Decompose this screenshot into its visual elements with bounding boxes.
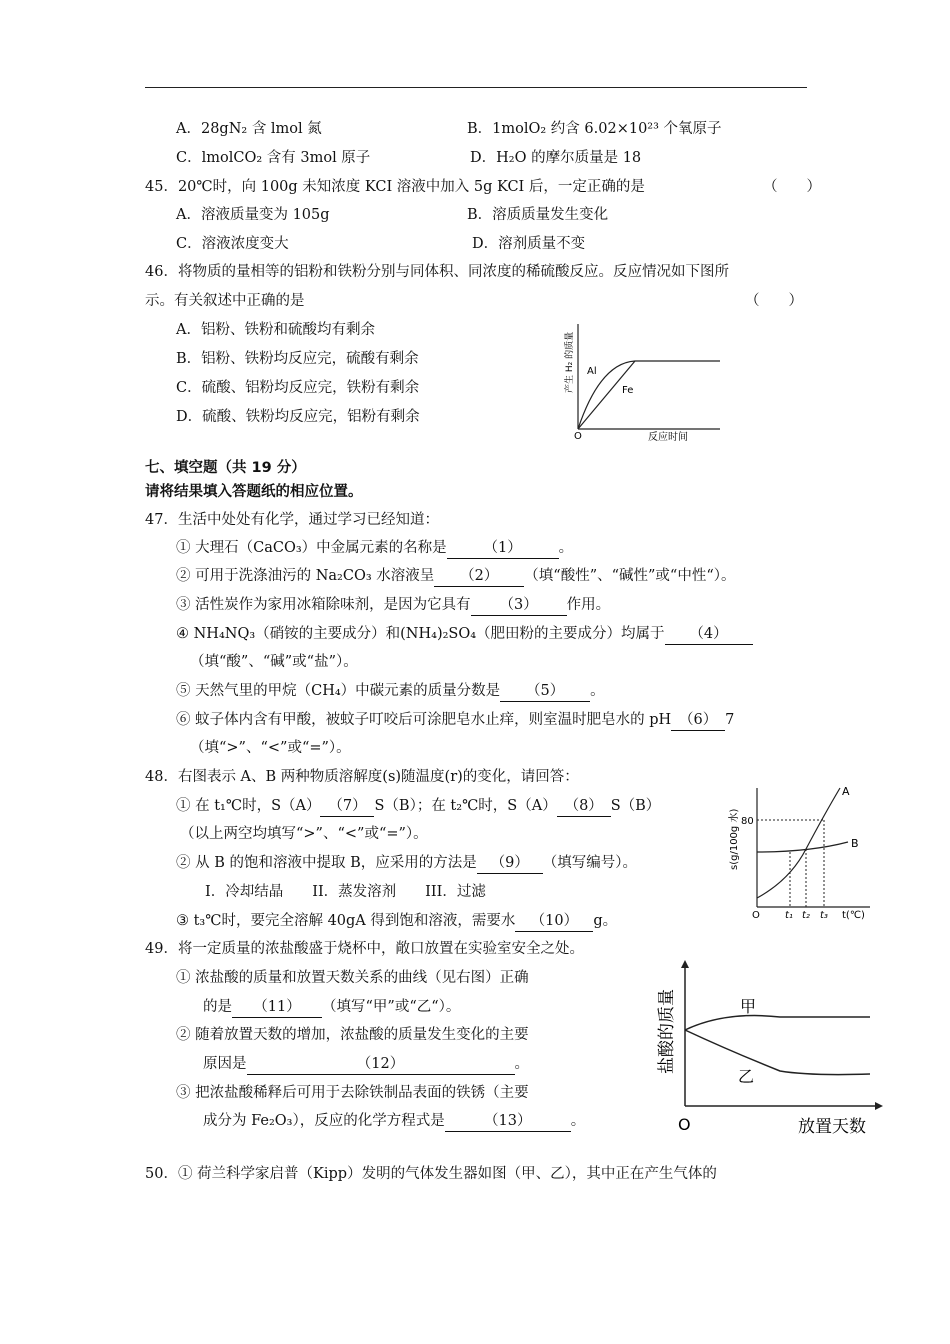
q49-item-3-line1: ③ 把浓盐酸稀释后可用于去除铁制品表面的铁锈（主要 bbox=[176, 1085, 529, 1101]
q48-y-axis-label: s(g/100g 水) bbox=[729, 808, 740, 870]
q47-item-2 bbox=[176, 566, 736, 587]
q44-option-c: C．lmolCO₂ 含有 3mol 原子 bbox=[176, 150, 371, 166]
q48-x-axis-label: t(℃) bbox=[842, 910, 865, 921]
q48-item-1-text-b: S（B）；在 t₂℃时，S（A） bbox=[374, 798, 557, 814]
q48-origin-label: O bbox=[752, 910, 760, 921]
q46-al-curve bbox=[578, 361, 720, 429]
q44-option-b: B．1molO₂ 约含 6.02×10²³ 个氧原子 bbox=[467, 121, 722, 137]
q47-item-1-end: 。 bbox=[558, 540, 574, 556]
answer-blank-6[interactable]: （6） bbox=[671, 710, 725, 731]
q48-item-2-end: （填写编号）。 bbox=[542, 855, 637, 871]
q47-item-6-text: ⑥ 蚊子体内含有甲酸，被蚊子叮咬后可涂肥皂水止痒，则室温时肥皂水的 pH bbox=[176, 712, 672, 728]
q49-curve-yi bbox=[685, 1030, 870, 1075]
q49-x-axis-label: 放置天数 bbox=[798, 1117, 866, 1137]
q44-option-d: D．H₂O 的摩尔质量是 18 bbox=[470, 150, 642, 166]
q46-option-d: D．硫酸、铁粉均反应完，铝粉有剩余 bbox=[176, 409, 420, 425]
q49-origin-label: O bbox=[678, 1115, 691, 1134]
q49-item-1-line1: ① 浓盐酸的质量和放置天数关系的曲线（见右图）正确 bbox=[176, 970, 529, 986]
q47-item-6 bbox=[176, 710, 734, 731]
q47-item-4-hint: （填“酸”、“碱”或“盐”）。 bbox=[190, 654, 358, 670]
q49-y-axis-label: 盐酸的质量 bbox=[657, 989, 677, 1074]
q46-option-c: C．硫酸、铝粉均反应完，铁粉有剩余 bbox=[176, 380, 420, 396]
q48-curve-b bbox=[757, 842, 848, 852]
q49-item-1-end: （填写“甲”或“乙“）。 bbox=[322, 999, 461, 1015]
q46-fe-label: Fe bbox=[622, 385, 634, 396]
q49-item-2-end: 。 bbox=[514, 1056, 529, 1072]
q46-origin-label: O bbox=[574, 431, 582, 442]
q46-al-label: Al bbox=[587, 366, 597, 377]
q45-answer-paren: （ ） bbox=[763, 179, 821, 195]
q48-x-tick-t3: t₃ bbox=[820, 910, 828, 921]
q48-item-1 bbox=[176, 796, 660, 817]
answer-blank-1[interactable]: （1） bbox=[447, 538, 559, 559]
q46-x-axis-label: 反应时间 bbox=[648, 432, 688, 443]
q46-stem-line1: 46．将物质的量相等的铝粉和铁粉分别与同体积、同浓度的稀硫酸反应。反应情况如下图所 bbox=[145, 264, 729, 280]
q44-option-a: A．28gN₂ 含 lmol 氮 bbox=[176, 121, 322, 137]
answer-blank-8[interactable]: （8） bbox=[557, 796, 611, 817]
q45-option-d: D．溶剂质量不变 bbox=[472, 236, 586, 252]
q47-item-1 bbox=[176, 538, 573, 559]
q47-item-3-end: 作用。 bbox=[566, 597, 611, 613]
q48-method-options: I．冷却结晶 II．蒸发溶剂 III．过滤 bbox=[205, 884, 486, 900]
q49-curve-jia bbox=[685, 1016, 870, 1030]
q48-item-3-text: ③ t₃℃时，要完全溶解 40gA 得到饱和溶液，需要水 bbox=[176, 913, 516, 929]
q47-item-4-text: ④ NH₄NQ₃（硝铵的主要成分）和(NH₄)₂SO₄（肥田粉的主要成分）均属于 bbox=[176, 626, 665, 642]
q48-item-3-end: g。 bbox=[593, 913, 618, 929]
q49-item-2-line2 bbox=[203, 1054, 529, 1075]
q47-stem: 47．生活中处处有化学，通过学习已经知道： bbox=[145, 512, 439, 528]
section-7-title: 七、填空题（共 19 分） bbox=[145, 460, 306, 476]
q49-curve-jia-label: 甲 bbox=[740, 997, 757, 1016]
answer-blank-7[interactable]: （7） bbox=[320, 796, 374, 817]
q47-item-5-text: ⑤ 天然气里的甲烷（CH₄）中碳元素的质量分数是 bbox=[176, 683, 501, 699]
q47-item-2-text: ② 可用于洗涤油污的 Na₂CO₃ 水溶液呈 bbox=[176, 568, 435, 584]
q48-x-tick-t1: t₁ bbox=[785, 910, 793, 921]
q47-item-6-end: 7 bbox=[725, 712, 735, 728]
q47-item-6-hint: （填“>”、“<”或“=”）。 bbox=[190, 740, 351, 756]
answer-blank-2[interactable]: （2） bbox=[434, 566, 524, 587]
q49-item-1-text: 的是 bbox=[203, 999, 232, 1015]
q47-item-2-end: （填“酸性”、“碱性”或“中性“）。 bbox=[524, 568, 736, 584]
q48-item-1-text-c: S（B） bbox=[610, 798, 661, 814]
answer-blank-4[interactable]: （4） bbox=[665, 624, 753, 645]
q47-item-4 bbox=[176, 624, 753, 645]
header-rule bbox=[145, 87, 807, 88]
q48-curve-a-label: A bbox=[842, 785, 850, 798]
answer-blank-12[interactable]: （12） bbox=[247, 1054, 515, 1075]
q50-stem: 50．① 荷兰科学家启普（Kipp）发明的气体发生器如图（甲、乙），其中正在产生气体的 bbox=[145, 1166, 717, 1182]
q48-curve-a bbox=[757, 788, 840, 898]
q49-item-3-text: 成分为 Fe₂O₃），反应的化学方程式是 bbox=[203, 1113, 445, 1129]
q45-option-a: A．溶液质量变为 105g bbox=[176, 207, 330, 223]
q48-item-2 bbox=[176, 853, 637, 874]
q46-option-b: B．铝粉、铁粉均反应完，硫酸有剩余 bbox=[176, 351, 419, 367]
answer-blank-5[interactable]: （5） bbox=[500, 681, 590, 702]
q49-item-3-end: 。 bbox=[570, 1113, 586, 1129]
q47-item-3 bbox=[176, 595, 610, 616]
q45-option-b: B．溶质质量发生变化 bbox=[467, 207, 609, 223]
q48-item-3 bbox=[176, 911, 617, 932]
q45-stem: 45．20℃时，向 100g 未知浓度 KCI 溶液中加入 5g KCI 后，一定正确的是 bbox=[145, 179, 645, 195]
q47-item-5 bbox=[176, 681, 605, 702]
answer-blank-13[interactable]: （13） bbox=[445, 1111, 571, 1132]
q46-answer-paren: （ ） bbox=[745, 293, 803, 309]
q46-reaction-graph bbox=[560, 318, 730, 448]
q49-hcl-mass-graph bbox=[650, 956, 885, 1138]
answer-blank-9[interactable]: （9） bbox=[477, 853, 543, 874]
q48-item-1-text-a: ① 在 t₁℃时，S（A） bbox=[176, 798, 321, 814]
q47-item-5-end: 。 bbox=[590, 683, 605, 699]
q48-solubility-graph bbox=[720, 780, 880, 925]
q47-item-3-text: ③ 活性炭作为家用冰箱除味剂，是因为它具有 bbox=[176, 597, 471, 613]
q49-item-2-line1: ② 随着放置天数的增加，浓盐酸的质量发生变化的主要 bbox=[176, 1027, 529, 1043]
q48-y-tick-80: 80 bbox=[741, 816, 754, 827]
section-7-instruction: 请将结果填入答题纸的相应位置。 bbox=[145, 484, 363, 500]
q45-option-c: C．溶液浓度变大 bbox=[176, 236, 289, 252]
answer-blank-11[interactable]: （11） bbox=[232, 997, 322, 1018]
q48-curve-b-label: B bbox=[851, 837, 859, 850]
q46-option-a: A．铝粉、铁粉和硫酸均有剩余 bbox=[176, 322, 375, 338]
q48-item-2-text: ② 从 B 的饱和溶液中提取 B，应采用的方法是 bbox=[176, 855, 477, 871]
q47-item-1-text: ① 大理石（CaCO₃）中金属元素的名称是 bbox=[176, 540, 447, 556]
q48-item-1-hint: （以上两空均填写“>”、“<”或“=”）。 bbox=[180, 826, 428, 842]
q48-x-tick-t2: t₂ bbox=[802, 910, 810, 921]
q49-item-2-text: 原因是 bbox=[203, 1056, 247, 1072]
q46-y-axis-label: 产生 H₂ 的质量 bbox=[565, 331, 575, 393]
q49-curve-yi-label: 乙 bbox=[738, 1067, 755, 1086]
q48-stem: 48．右图表示 A、B 两种物质溶解度(s)随温度(r)的变化，请回答： bbox=[145, 769, 579, 785]
q49-stem: 49．将一定质量的浓盐酸盛于烧杯中，敞口放置在实验室安全之处。 bbox=[145, 941, 584, 957]
q49-item-1-line2 bbox=[203, 997, 460, 1018]
q46-stem-line2: 示。有关叙述中正确的是 bbox=[145, 293, 305, 309]
answer-blank-3[interactable]: （3） bbox=[471, 595, 567, 616]
q49-item-3-line2 bbox=[203, 1111, 585, 1132]
answer-blank-10[interactable]: （10） bbox=[515, 911, 593, 932]
